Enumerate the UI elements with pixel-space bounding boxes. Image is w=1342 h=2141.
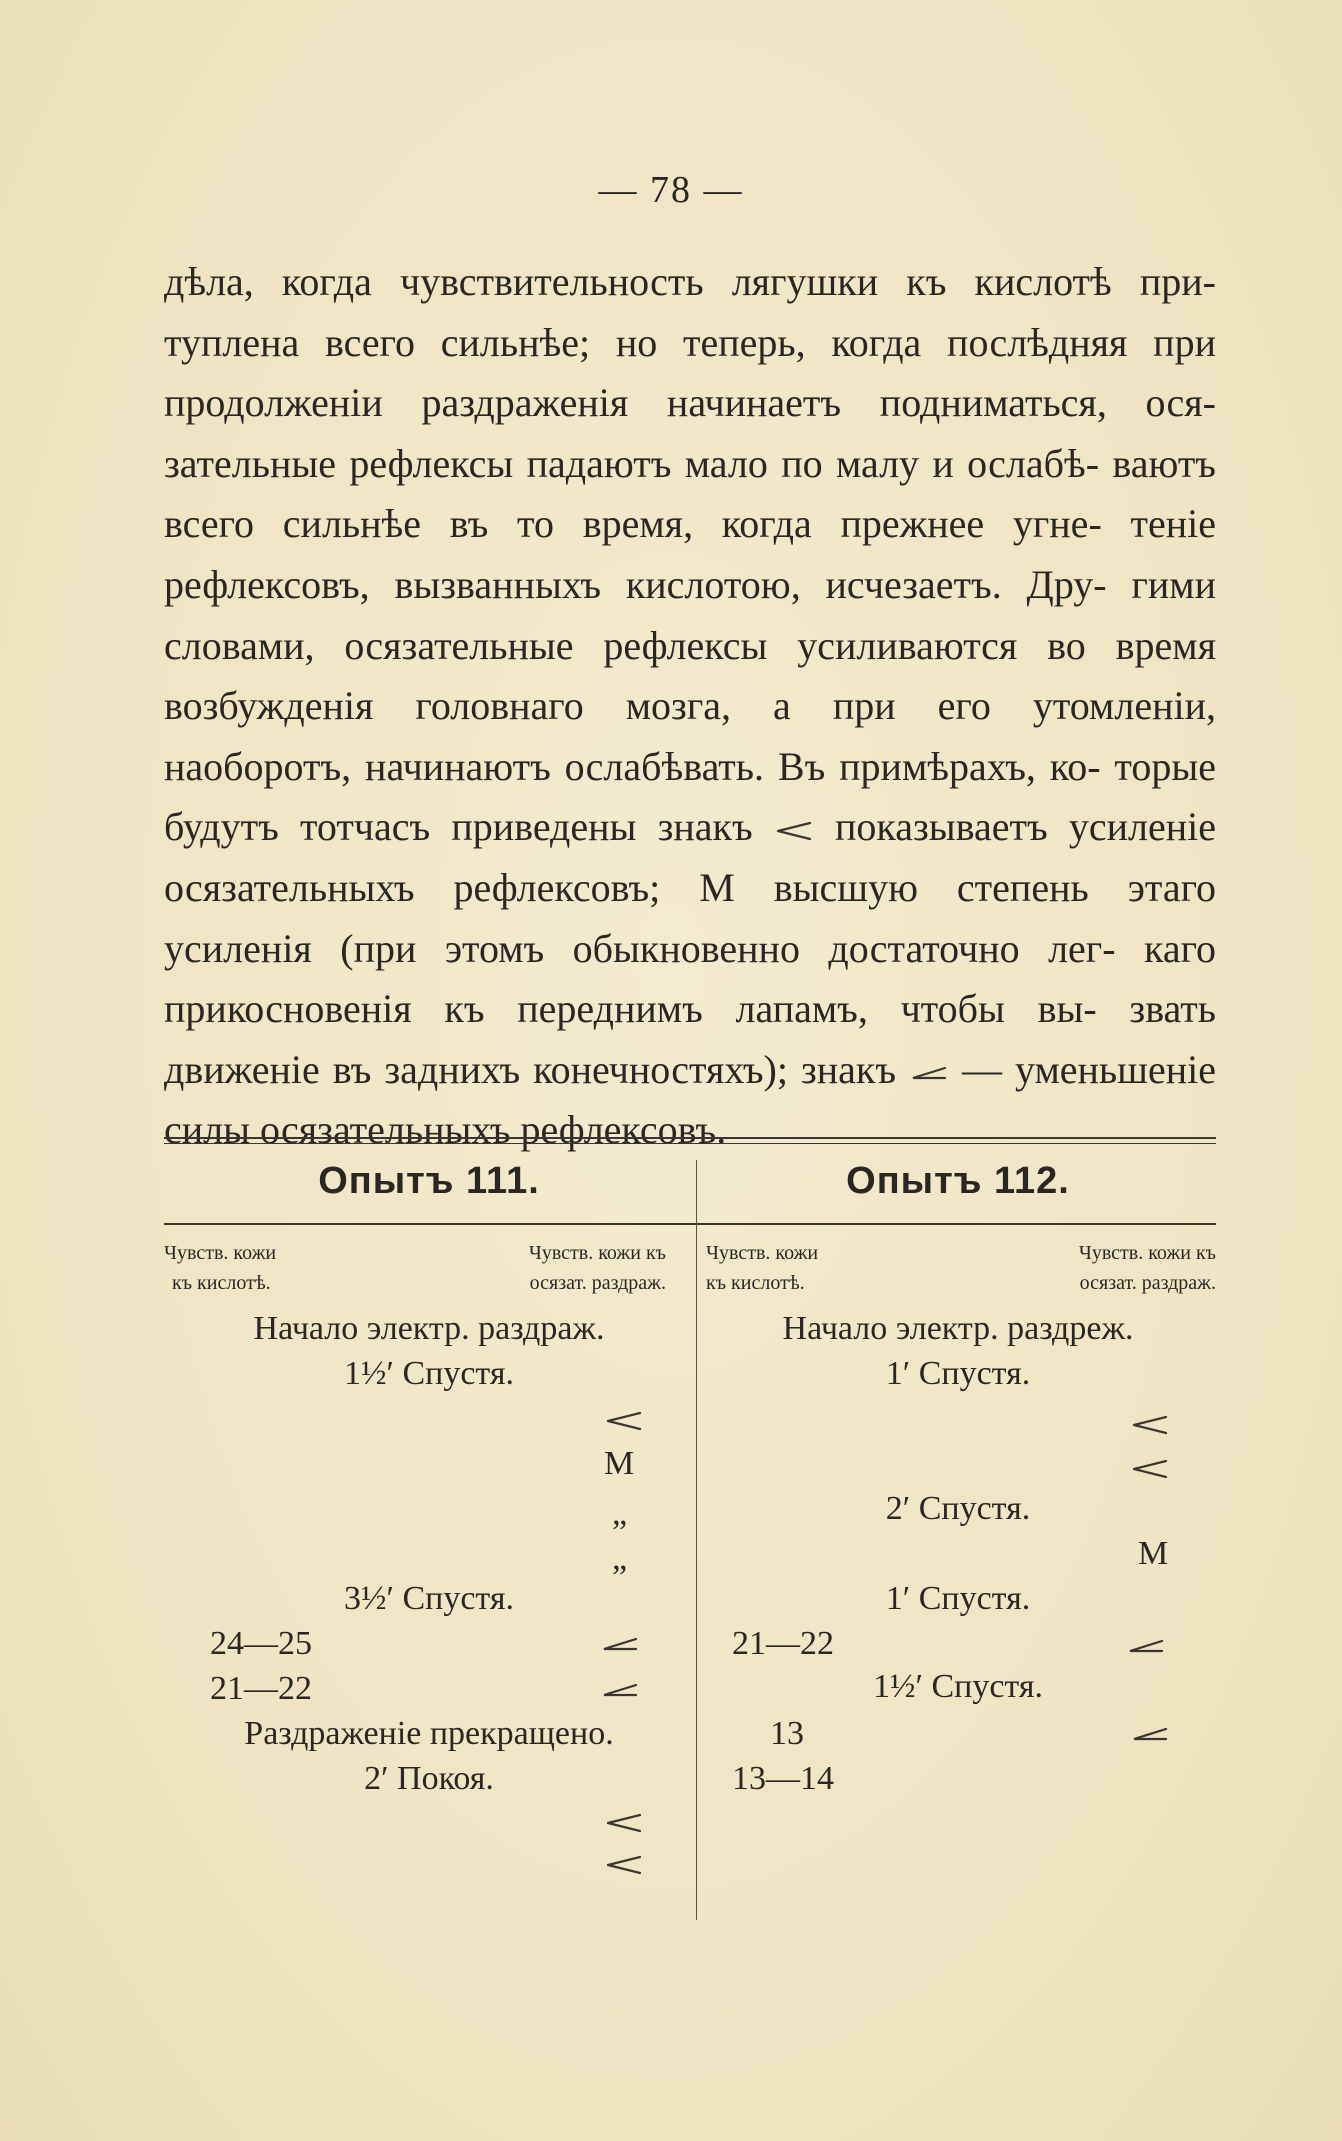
decrease-mark-icon — [1130, 1722, 1170, 1748]
text-line-14: звать движеніе въ заднихъ конечностяхъ); знакъ — [164, 986, 1216, 1092]
exp112-start: Начало электр. раздреж. — [782, 1310, 1134, 1347]
body-paragraph — [164, 252, 1216, 1161]
text-line-14b: — — [962, 1046, 1002, 1092]
exp112-col-right-head-line2: осязат. раздраж. — [1079, 1272, 1216, 1294]
page-number: — 78 — — [598, 169, 744, 211]
table-header-rule — [164, 1223, 1216, 1225]
column-divider — [696, 1160, 697, 1920]
exp111-start: Начало электр. раздраж. — [253, 1310, 605, 1347]
exp112-col-left-head-line1: Чувств. кожи — [706, 1242, 819, 1264]
exp111-m: М — [604, 1445, 635, 1482]
exp112-after4: 1½′ Спустя. — [873, 1668, 1043, 1705]
increase-mark-icon — [1130, 1456, 1170, 1482]
increase-mark-icon — [604, 1852, 644, 1878]
text-line-7: гими словами, осязательные рефлексы усиливаются во — [164, 561, 1217, 668]
exp111-ditto1: „ — [612, 1495, 628, 1532]
exp111-col-right-head-line2: осязат. раздраж. — [529, 1272, 666, 1294]
exp112-col-right-head — [1000, 1238, 1216, 1298]
text-line-9: наоборотъ, начинаютъ ослабѣвать. Въ примѣрахъ, ко- — [164, 743, 1101, 789]
increase-mark-icon — [604, 1408, 644, 1434]
text-line-8: время возбужденія головнаго мозга, а при его утомленіи, — [164, 622, 1216, 729]
exp111-col-right-head-line1: Чувств. кожи къ — [528, 1242, 666, 1264]
exp112-col-left-head — [706, 1238, 818, 1298]
exp111-col-left-head-line2: къ кислотѣ. — [172, 1272, 271, 1294]
decrease-mark-icon — [1126, 1634, 1166, 1660]
text-line-10b: показываетъ — [834, 804, 1048, 850]
text-line-2: туплена всего сильнѣе; но теперь, когда послѣдняя при — [164, 319, 1216, 365]
experiment-111-title: Опытъ 111. — [318, 1160, 540, 1202]
text-line-10: торые будутъ тотчасъ приведены знакъ — [164, 743, 1217, 850]
exp111-after2: 3½′ Спустя. — [344, 1580, 514, 1617]
exp112-val2: 13 — [770, 1715, 804, 1752]
exp112-col-right-head-line1: Чувств. кожи къ — [1078, 1242, 1216, 1264]
increase-mark-icon — [1130, 1412, 1170, 1438]
exp112-m: М — [1138, 1535, 1169, 1572]
exp111-col-left-head — [164, 1238, 276, 1298]
text-line-12: этаго усиленія (при этомъ обыкновенно достаточно лег- — [164, 864, 1216, 971]
exp111-col-left-head-line1: Чувств. кожи — [164, 1242, 277, 1264]
increase-mark-icon — [774, 818, 814, 844]
text-line-6: теніе рефлексовъ, вызванныхъ кислотою, исчезаетъ. Дру- — [164, 501, 1217, 607]
text-line-13: каго прикосновенія къ переднимъ лапамъ, чтобы вы- — [164, 925, 1216, 1032]
decrease-mark-icon — [909, 1061, 949, 1087]
exp112-col-left-head-line2: къ кислотѣ. — [706, 1272, 805, 1294]
table-top-rule — [164, 1137, 1216, 1139]
exp111-col-right-head — [456, 1238, 666, 1298]
exp111-val2: 21—22 — [210, 1670, 312, 1707]
text-line-11: усиленіе осязательныхъ рефлексовъ; М высшую степень — [164, 804, 1216, 910]
exp112-after2: 2′ Спустя. — [885, 1490, 1031, 1527]
text-line-4: зательные рефлексы падаютъ мало по малу и ослабѣ- — [164, 440, 1100, 486]
text-line-1: дѣла, когда чувствительность лягушки къ кислотѣ при- — [164, 259, 1216, 304]
exp111-ditto2: „ — [612, 1540, 628, 1577]
decrease-mark-icon — [600, 1632, 640, 1658]
exp112-val1: 21—22 — [732, 1625, 834, 1662]
exp112-after1: 1′ Спустя. — [885, 1355, 1031, 1392]
exp111-val1: 24—25 — [210, 1625, 312, 1662]
text-line-15: уменьшеніе силы осязательныхъ рефлексовъ. — [164, 1046, 1216, 1153]
text-line-3: продолженіи раздраженія начинаетъ подниматься, ося- — [164, 380, 1216, 426]
increase-mark-icon — [604, 1810, 644, 1836]
exp111-rest: 2′ Покоя. — [364, 1760, 494, 1797]
exp112-val3: 13—14 — [732, 1760, 834, 1797]
experiment-112-title: Опытъ 112. — [846, 1160, 1070, 1202]
exp111-after1: 1½′ Спустя. — [344, 1355, 514, 1392]
exp111-stop: Раздраженіе прекращено. — [244, 1715, 614, 1752]
decrease-mark-icon — [600, 1678, 640, 1704]
exp112-after3: 1′ Спустя. — [885, 1580, 1031, 1617]
table-top-rule-thin — [164, 1143, 1216, 1144]
text-line-5: ваютъ всего сильнѣе въ то время, когда прежнее угне- — [164, 440, 1216, 547]
